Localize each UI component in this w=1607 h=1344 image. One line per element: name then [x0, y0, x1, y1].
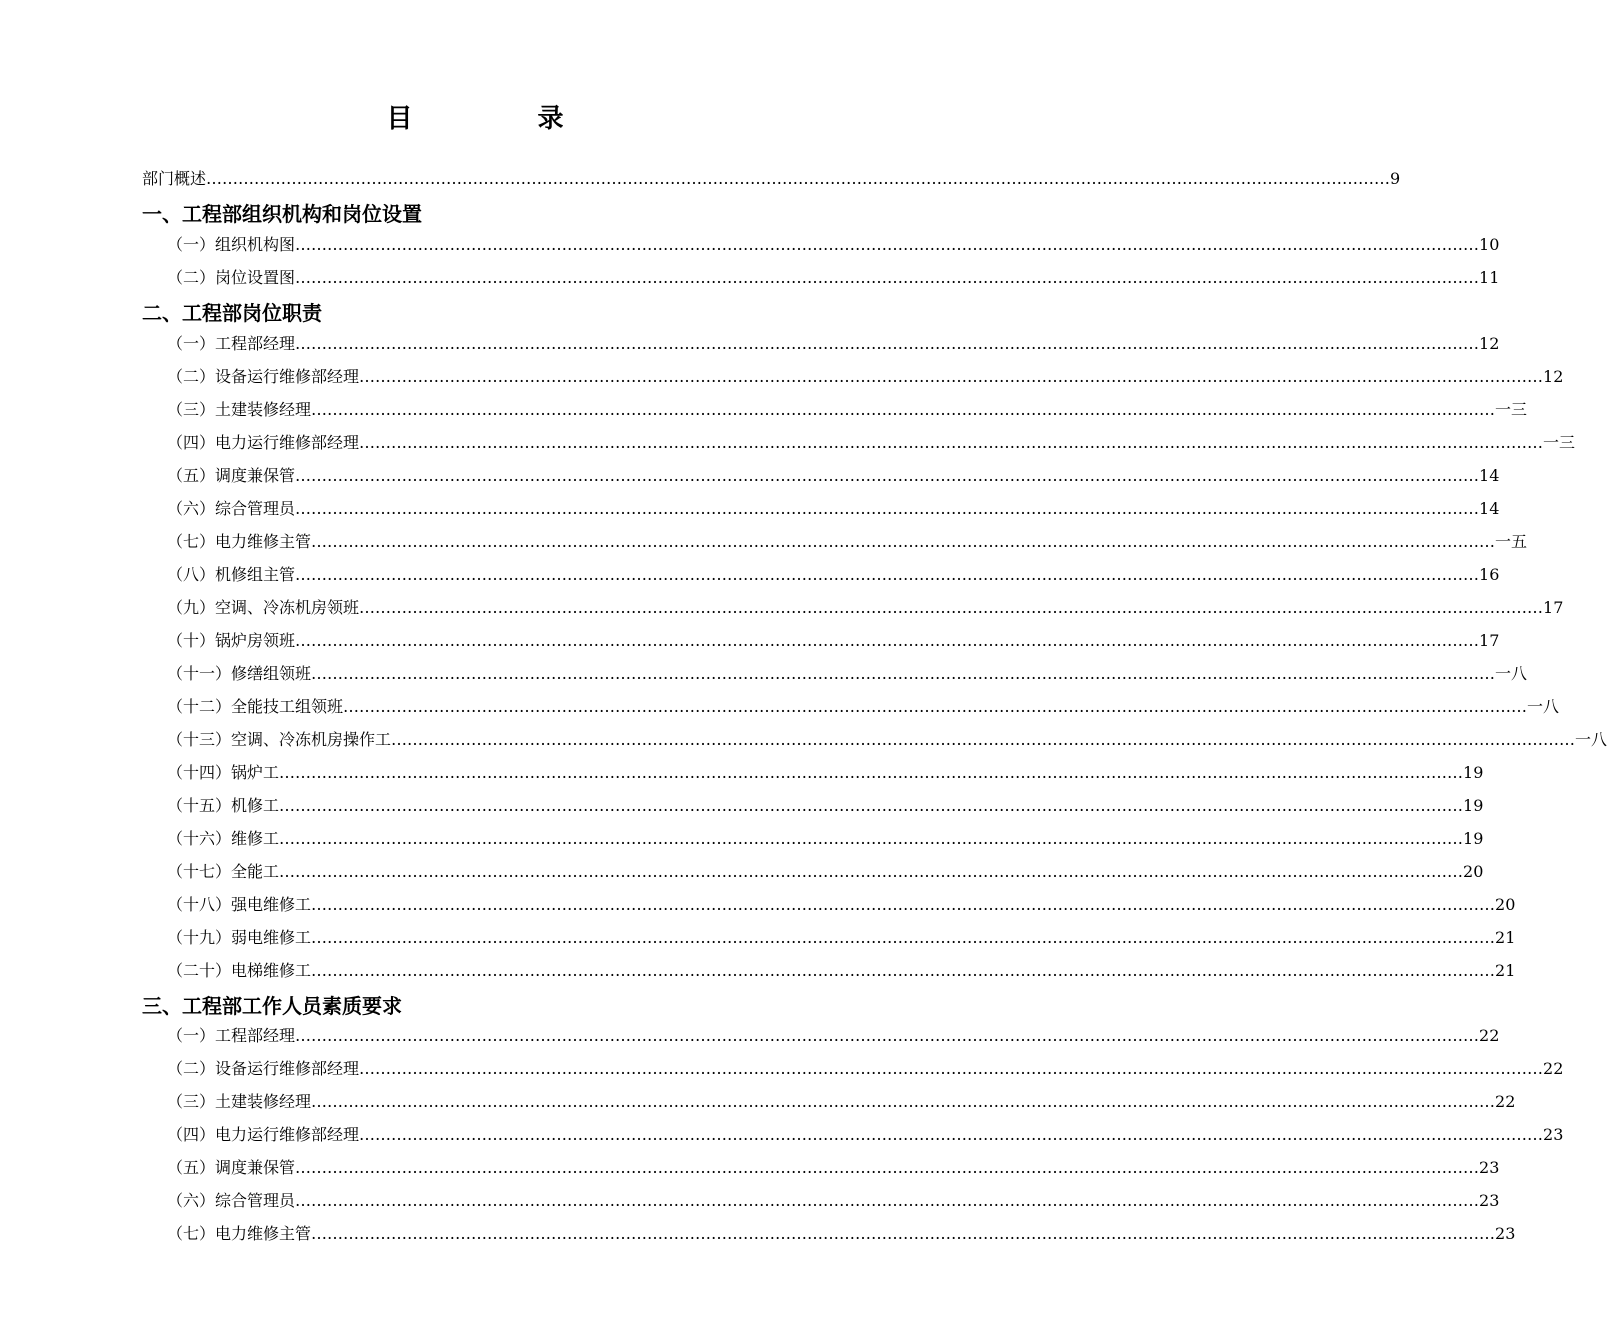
toc-entry-page: 20	[1463, 862, 1484, 881]
toc-leader-dots: ……………………………………………………………………………………………………………………………………………………………………………………………………	[359, 433, 1544, 452]
toc-entry-label: （六）综合管理员	[167, 499, 296, 518]
toc-entry-page: 19	[1463, 829, 1484, 848]
toc-entry-page: 17	[1543, 598, 1564, 617]
toc-entry-page: 10	[1479, 235, 1500, 254]
toc-leader-dots: ……………………………………………………………………………………………………………………………………………………………………………………………………	[343, 697, 1528, 716]
toc-section-heading-2[interactable]: 二、工程部岗位职责	[142, 301, 322, 325]
toc-entry-page: 14	[1479, 499, 1500, 518]
toc-entry-page: 一八	[1527, 697, 1560, 716]
toc-entry-page: 9	[1390, 169, 1401, 188]
toc-entry[interactable]	[167, 628, 1500, 656]
toc-entry-label: （二）岗位设置图	[167, 268, 296, 287]
toc-leader-dots: ……………………………………………………………………………………………………………………………………………………………………………………………………	[311, 895, 1496, 914]
toc-entry-page: 22	[1479, 1026, 1500, 1045]
toc-entry[interactable]	[167, 1155, 1500, 1183]
toc-entry-label: （一）工程部经理	[167, 1026, 296, 1045]
toc-entry-page: 19	[1463, 763, 1484, 782]
toc-leader-dots: ……………………………………………………………………………………………………………………………………………………………………………………………………	[295, 565, 1480, 584]
toc-entry-page: 一三	[1543, 433, 1576, 452]
toc-entry[interactable]	[167, 529, 1528, 557]
toc-entry-page: 12	[1479, 334, 1500, 353]
toc-entry-page: 12	[1543, 367, 1564, 386]
toc-leader-dots: ……………………………………………………………………………………………………………………………………………………………………………………………………	[279, 763, 1464, 782]
toc-entry[interactable]	[167, 430, 1576, 458]
toc-entry-label: （五）调度兼保管	[167, 1158, 296, 1177]
toc-entry-label: （二十）电梯维修工	[167, 961, 312, 980]
toc-entry-page: 一八	[1495, 664, 1528, 683]
toc-leader-dots: ……………………………………………………………………………………………………………………………………………………………………………………………………	[311, 1092, 1496, 1111]
toc-leader-dots: ……………………………………………………………………………………………………………………………………………………………………………………………………	[295, 235, 1480, 254]
toc-entry-label: （七）电力维修主管	[167, 1224, 312, 1243]
toc-entry[interactable]	[167, 859, 1484, 887]
toc-entry[interactable]	[167, 562, 1500, 590]
toc-leader-dots: ……………………………………………………………………………………………………………………………………………………………………………………………………	[279, 862, 1464, 881]
toc-entry[interactable]	[167, 661, 1528, 689]
toc-entry[interactable]	[167, 1122, 1564, 1150]
toc-entry-label: （十六）维修工	[167, 829, 280, 848]
toc-entry[interactable]	[167, 1188, 1500, 1216]
toc-entry-page: 一三	[1495, 400, 1528, 419]
toc-leader-dots: ……………………………………………………………………………………………………………………………………………………………………………………………………	[279, 829, 1464, 848]
toc-leader-dots: ……………………………………………………………………………………………………………………………………………………………………………………………………	[206, 169, 1391, 188]
toc-leader-dots: ……………………………………………………………………………………………………………………………………………………………………………………………………	[359, 1125, 1544, 1144]
toc-entry[interactable]	[167, 892, 1516, 920]
toc-entry[interactable]	[167, 1023, 1500, 1051]
toc-leader-dots: ……………………………………………………………………………………………………………………………………………………………………………………………………	[391, 730, 1576, 749]
toc-entry-page: 19	[1463, 796, 1484, 815]
toc-leader-dots: ……………………………………………………………………………………………………………………………………………………………………………………………………	[359, 367, 1544, 386]
toc-section-heading-1[interactable]: 一、工程部组织机构和岗位设置	[142, 202, 422, 226]
toc-section-heading-3[interactable]: 三、工程部工作人员素质要求	[142, 994, 402, 1018]
toc-entry-page: 一五	[1495, 532, 1528, 551]
toc-entry-page: 16	[1479, 565, 1500, 584]
toc-entry-label: （二）设备运行维修部经理	[167, 1059, 360, 1078]
toc-entry[interactable]	[167, 331, 1500, 359]
toc-entry[interactable]	[167, 727, 1607, 755]
toc-leader-dots: ……………………………………………………………………………………………………………………………………………………………………………………………………	[295, 1158, 1480, 1177]
toc-entry-label: （十一）修缮组领班	[167, 664, 312, 683]
toc-entry-label: （五）调度兼保管	[167, 466, 296, 485]
toc-entry-label: （十八）强电维修工	[167, 895, 312, 914]
toc-leader-dots: ……………………………………………………………………………………………………………………………………………………………………………………………………	[295, 334, 1480, 353]
toc-entry[interactable]	[167, 1221, 1516, 1249]
toc-leader-dots: ……………………………………………………………………………………………………………………………………………………………………………………………………	[311, 664, 1496, 683]
toc-entry-page: 11	[1479, 268, 1500, 287]
toc-entry-label: （八）机修组主管	[167, 565, 296, 584]
toc-entry-page: 17	[1479, 631, 1500, 650]
toc-entry-page: 21	[1495, 928, 1516, 947]
toc-entry-label: （十四）锅炉工	[167, 763, 280, 782]
toc-entry-page: 22	[1543, 1059, 1564, 1078]
toc-entry-label: （一）工程部经理	[167, 334, 296, 353]
toc-entry-label: （三）土建装修经理	[167, 400, 312, 419]
toc-entry-page: 一八	[1575, 730, 1607, 749]
toc-entry[interactable]	[167, 265, 1500, 293]
toc-leader-dots: ……………………………………………………………………………………………………………………………………………………………………………………………………	[359, 1059, 1544, 1078]
toc-entry-label: （六）综合管理员	[167, 1191, 296, 1210]
toc-entry-label: （三）土建装修经理	[167, 1092, 312, 1111]
toc-entry[interactable]	[167, 694, 1560, 722]
toc-entry-label: 部门概述	[142, 169, 207, 188]
toc-entry-page: 21	[1495, 961, 1516, 980]
toc-entry-label: （十三）空调、冷冻机房操作工	[167, 730, 392, 749]
toc-entry[interactable]	[167, 232, 1500, 260]
toc-entry[interactable]	[167, 1056, 1564, 1084]
toc-leader-dots: ……………………………………………………………………………………………………………………………………………………………………………………………………	[295, 1191, 1480, 1210]
toc-entry[interactable]	[167, 397, 1528, 425]
toc-entry-label: （十九）弱电维修工	[167, 928, 312, 947]
toc-entry-label: （四）电力运行维修部经理	[167, 433, 360, 452]
toc-leader-dots: ……………………………………………………………………………………………………………………………………………………………………………………………………	[295, 268, 1480, 287]
toc-entry-page: 20	[1495, 895, 1516, 914]
toc-entry-label: （一）组织机构图	[167, 235, 296, 254]
toc-entry-label: （二）设备运行维修部经理	[167, 367, 360, 386]
toc-leader-dots: ……………………………………………………………………………………………………………………………………………………………………………………………………	[295, 631, 1480, 650]
toc-entry-label: （九）空调、冷冻机房领班	[167, 598, 360, 617]
toc-entry-label: （七）电力维修主管	[167, 532, 312, 551]
toc-entry[interactable]	[167, 1089, 1516, 1117]
toc-entry[interactable]	[167, 925, 1516, 953]
toc-leader-dots: ……………………………………………………………………………………………………………………………………………………………………………………………………	[295, 499, 1480, 518]
toc-entry-label: （四）电力运行维修部经理	[167, 1125, 360, 1144]
toc-entry-page: 22	[1495, 1092, 1516, 1111]
toc-entry-label: （十）锅炉房领班	[167, 631, 296, 650]
toc-entry-page: 23	[1479, 1191, 1500, 1210]
toc-leader-dots: ……………………………………………………………………………………………………………………………………………………………………………………………………	[295, 466, 1480, 485]
toc-entry-page: 23	[1479, 1158, 1500, 1177]
toc-leader-dots: ……………………………………………………………………………………………………………………………………………………………………………………………………	[359, 598, 1544, 617]
toc-entry[interactable]	[167, 364, 1564, 392]
toc-entry[interactable]	[167, 793, 1484, 821]
toc-entry[interactable]	[167, 496, 1500, 524]
toc-leader-dots: ……………………………………………………………………………………………………………………………………………………………………………………………………	[311, 1224, 1496, 1243]
toc-leader-dots: ……………………………………………………………………………………………………………………………………………………………………………………………………	[311, 400, 1496, 419]
toc-leader-dots: ……………………………………………………………………………………………………………………………………………………………………………………………………	[311, 928, 1496, 947]
toc-entry-label: （十五）机修工	[167, 796, 280, 815]
toc-entry[interactable]	[167, 958, 1516, 986]
toc-leader-dots: ……………………………………………………………………………………………………………………………………………………………………………………………………	[295, 1026, 1480, 1045]
toc-entry-page: 14	[1479, 466, 1500, 485]
toc-entry-page: 23	[1495, 1224, 1516, 1243]
toc-leader-dots: ……………………………………………………………………………………………………………………………………………………………………………………………………	[311, 961, 1496, 980]
toc-entry[interactable]	[167, 760, 1484, 788]
toc-entry[interactable]	[167, 463, 1500, 491]
toc-leader-dots: ……………………………………………………………………………………………………………………………………………………………………………………………………	[311, 532, 1496, 551]
toc-entry[interactable]	[167, 595, 1564, 623]
page-title: 目 录	[386, 104, 622, 134]
toc-entry-page: 23	[1543, 1125, 1564, 1144]
toc-entry[interactable]	[167, 826, 1484, 854]
toc-entry-overview[interactable]	[142, 166, 1401, 194]
toc-entry-label: （十二）全能技工组领班	[167, 697, 344, 716]
toc-entry-label: （十七）全能工	[167, 862, 280, 881]
toc-leader-dots: ……………………………………………………………………………………………………………………………………………………………………………………………………	[279, 796, 1464, 815]
